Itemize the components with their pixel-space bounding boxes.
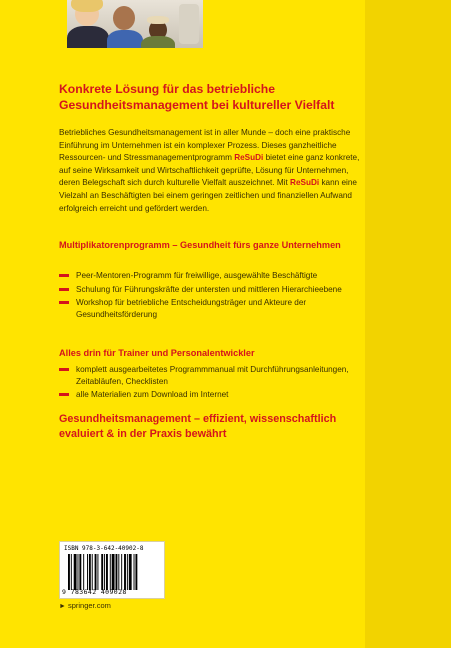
- closing-heading: Gesundheitsmanagement – effizient, wissenschaftlich evaluiert & in der Praxis bewährt: [59, 413, 337, 440]
- barcode-bar: [83, 554, 84, 590]
- list-item: Workshop für betriebliche Entscheidungsträger und Akteure der Gesundheitsförderung: [59, 297, 359, 320]
- section1-list: [59, 270, 359, 322]
- barcode-bar: [118, 554, 119, 590]
- isbn-barcode: [59, 541, 165, 599]
- barcode-bar: [116, 554, 118, 590]
- barcode-bar: [95, 554, 97, 590]
- barcode-digits: 9 783642 409028: [62, 588, 127, 596]
- list-item: Peer-Mentoren-Programm für freiwillige, ausgewählte Beschäftigte: [59, 270, 359, 282]
- right-margin-strip: [365, 0, 451, 648]
- list-item: komplett ausgearbeitetes Programmmanual mit Durchführungsanleitungen, Zeitabläufen, Checklisten: [59, 364, 359, 387]
- main-heading: Konkrete Lösung für das betriebliche Gesundheitsmanagement bei kultureller Vielfalt: [59, 82, 335, 112]
- list-item: alle Materialien zum Download im Internet: [59, 389, 359, 401]
- intro-text-1: Betriebliches Gesundheitsmanagement ist in aller Munde – doch eine praktische Einführung im Unternehmen ist ein komplexer Prozess. Dieses ganzheitliche Ressourcen- und Stressmanagementprogramm: [59, 128, 351, 163]
- barcode-bar: [110, 554, 111, 590]
- barcode-bar: [104, 554, 105, 590]
- bullet-dash-icon: [59, 301, 69, 304]
- bullet-dash-icon: [59, 288, 69, 291]
- intro-paragraph: [59, 127, 364, 215]
- publisher-url: springer.com: [67, 601, 111, 610]
- cover-photo-people: [67, 0, 203, 48]
- barcode-bar: [78, 554, 79, 590]
- section2-list: [59, 364, 359, 403]
- barcode-bar: [74, 554, 77, 590]
- bullet-dash-icon: [59, 274, 69, 277]
- arrow-right-icon: ►: [59, 603, 66, 610]
- barcode-bar: [68, 554, 70, 590]
- barcode-bar: [89, 554, 91, 590]
- barcode-bar: [71, 554, 72, 590]
- brand-resudi-1: ReSuDi: [234, 153, 264, 163]
- publisher-link[interactable]: [59, 601, 111, 612]
- isbn-number: ISBN 978-3-642-40902-8: [64, 545, 144, 552]
- barcode-bar: [101, 554, 103, 590]
- barcode-bar: [121, 554, 122, 590]
- intro-text-3: kann eine Vielzahl an Beschäftigten bei einem geringen zeitlichen und finanziellen Aufwand erfolgreich erreicht und gefördert werden.: [59, 178, 357, 213]
- barcode-bar: [97, 554, 98, 590]
- barcode-bar: [112, 554, 115, 590]
- barcode-bar: [79, 554, 81, 590]
- barcode-bar: [106, 554, 108, 590]
- section2-heading: Alles drin für Trainer und Personalentwickler: [59, 348, 255, 358]
- barcode-bar: [124, 554, 126, 590]
- barcode-bar: [127, 554, 128, 590]
- section1-heading: Multiplikatorenprogramm – Gesundheit fürs ganze Unternehmen: [59, 240, 341, 250]
- barcode-bar: [92, 554, 93, 590]
- barcode-bar: [135, 554, 137, 590]
- barcode-bar: [134, 554, 135, 590]
- bullet-dash-icon: [59, 368, 69, 371]
- barcode-bar: [129, 554, 132, 590]
- bullet-dash-icon: [59, 393, 69, 396]
- barcode-bar: [87, 554, 88, 590]
- list-item: Schulung für Führungskräfte der untersten und mittleren Hierarchieebene: [59, 284, 359, 296]
- brand-resudi-2: ReSuDi: [290, 178, 320, 188]
- intro-text-2: bietet eine ganz konkrete, auf seine Wirksamkeit und Wirtschaftlichkeit geprüfte, Lösung für Unternehmen, deren Belegschaft sich durch kulturelle Vielfalt auszeichnet. Mit: [59, 153, 360, 188]
- barcode-bars: [68, 554, 158, 590]
